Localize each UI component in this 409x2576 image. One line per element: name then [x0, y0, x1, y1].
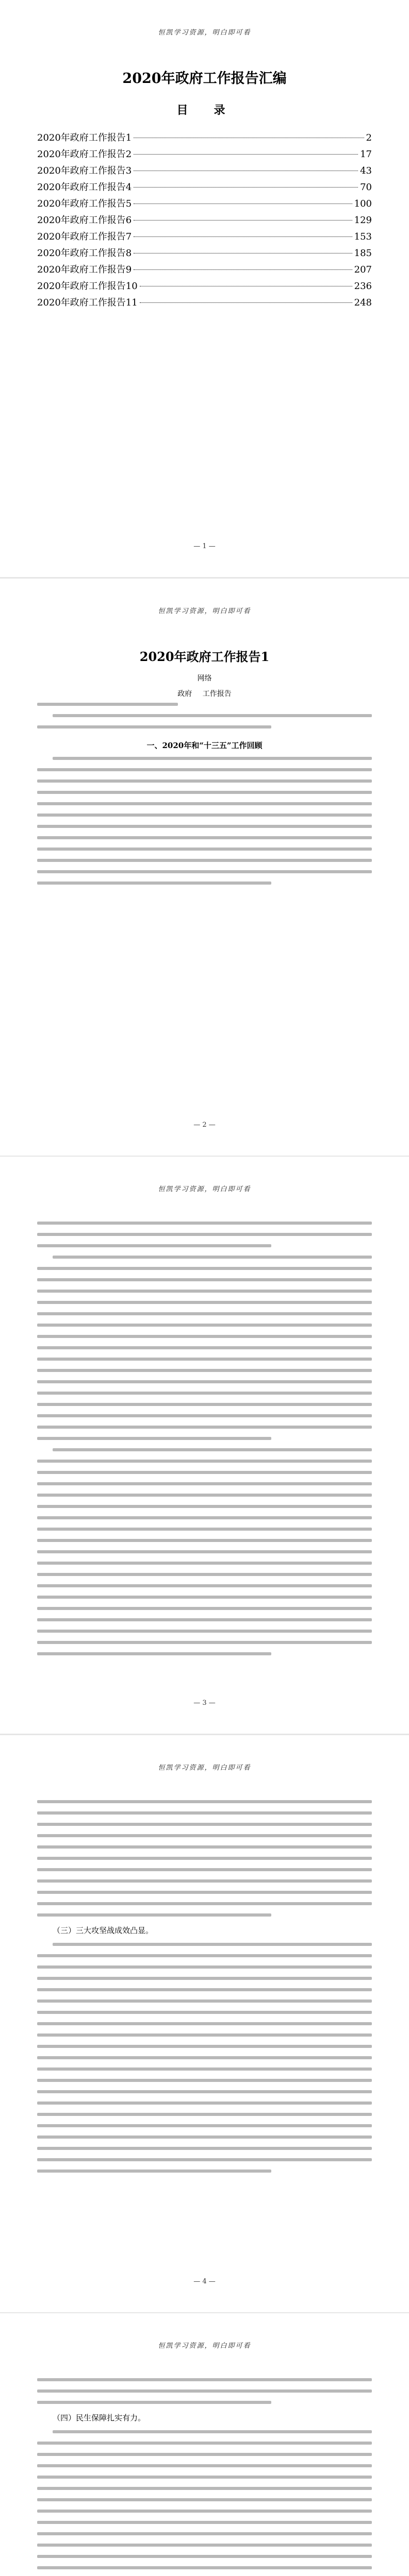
body-text-placeholder	[37, 2430, 372, 2576]
toc-entry-label: 2020年政府工作报告7	[37, 231, 132, 242]
toc-entry-label: 2020年政府工作报告10	[37, 281, 138, 292]
toc-entry-page: 43	[360, 165, 372, 176]
toc-entry[interactable]	[37, 262, 372, 278]
toc-entry-label: 2020年政府工作报告3	[37, 165, 132, 176]
header-motto: 恒凯学习资源，明白即可看	[158, 1185, 251, 1193]
toc-entry-page: 207	[354, 264, 372, 275]
header-motto: 恒凯学习资源，明白即可看	[158, 607, 251, 615]
toc-heading: 目 录	[176, 104, 233, 117]
toc-leader-dots	[140, 302, 352, 303]
sub-heading: （四）民生保障扎实有力。	[53, 2413, 146, 2422]
toc-entry-page: 185	[354, 248, 372, 259]
toc-entry-page: 100	[354, 198, 372, 209]
toc-entry[interactable]	[37, 229, 372, 245]
toc-entry-label: 2020年政府工作报告6	[37, 215, 132, 226]
report-author: 网络	[197, 674, 212, 683]
toc-entry-page: 236	[354, 281, 372, 292]
page-number: — 4 —	[193, 2277, 216, 2285]
page-body	[37, 1796, 372, 2256]
toc-entry[interactable]	[37, 146, 372, 163]
page-number: — 1 —	[193, 543, 216, 550]
table-of-contents	[37, 130, 372, 311]
header-motto: 恒凯学习资源，明白即可看	[158, 29, 251, 37]
page-body	[37, 61, 372, 520]
toc-leader-dots	[134, 187, 358, 188]
header-motto: 恒凯学习资源，明白即可看	[158, 2342, 251, 2350]
toc-entry-page: 153	[354, 231, 372, 242]
toc-entry[interactable]	[37, 278, 372, 295]
report-title: 2020年政府工作报告1	[139, 649, 270, 664]
toc-entry-page: 248	[354, 297, 372, 308]
toc-leader-dots	[134, 220, 352, 221]
toc-entry-label: 2020年政府工作报告9	[37, 264, 132, 275]
report-tags: 政府 工作报告	[177, 689, 232, 698]
page-number: — 3 —	[193, 1699, 216, 1707]
body-text-placeholder	[37, 2378, 372, 2404]
body-text-placeholder	[37, 757, 372, 885]
toc-entry[interactable]	[37, 295, 372, 311]
toc-entry[interactable]	[37, 212, 372, 229]
body-text-placeholder	[37, 1800, 372, 1917]
toc-entry-label: 2020年政府工作报告8	[37, 248, 132, 259]
toc-entry-page: 129	[354, 215, 372, 226]
body-text-placeholder	[37, 1943, 372, 2173]
header-motto: 恒凯学习资源，明白即可看	[158, 1764, 251, 1772]
toc-leader-dots	[134, 236, 352, 237]
body-text-placeholder	[37, 703, 372, 728]
toc-entry-page: 17	[360, 149, 372, 160]
toc-entry[interactable]	[37, 163, 372, 179]
toc-entry[interactable]	[37, 196, 372, 212]
body-text-placeholder	[37, 1222, 372, 1655]
toc-leader-dots	[134, 154, 358, 155]
toc-entry[interactable]	[37, 245, 372, 262]
page-1	[0, 0, 409, 577]
toc-entry[interactable]	[37, 179, 372, 196]
compilation-title: 2020年政府工作报告汇编	[122, 71, 287, 87]
toc-entry[interactable]	[37, 130, 372, 146]
toc-entry-page: 70	[360, 182, 372, 193]
page-5	[0, 2313, 409, 2576]
toc-entry-label: 2020年政府工作报告5	[37, 198, 132, 209]
page-3	[0, 1157, 409, 1734]
page-2	[0, 579, 409, 1156]
page-body	[37, 639, 372, 1099]
toc-entry-label: 2020年政府工作报告1	[37, 132, 132, 143]
toc-entry-page: 2	[366, 132, 372, 143]
toc-leader-dots	[134, 269, 352, 270]
toc-entry-label: 2020年政府工作报告4	[37, 182, 132, 193]
page-4	[0, 1735, 409, 2312]
page-body	[37, 1217, 372, 1677]
section-heading: 一、2020年和“十三五”工作回顾	[146, 740, 263, 750]
toc-entry-label: 2020年政府工作报告2	[37, 149, 132, 160]
toc-entry-label: 2020年政府工作报告11	[37, 297, 138, 308]
sub-heading: （三）三大攻坚战成效凸显。	[53, 1925, 154, 1935]
page-body	[37, 2374, 372, 2576]
page-number: — 2 —	[193, 1121, 216, 1129]
